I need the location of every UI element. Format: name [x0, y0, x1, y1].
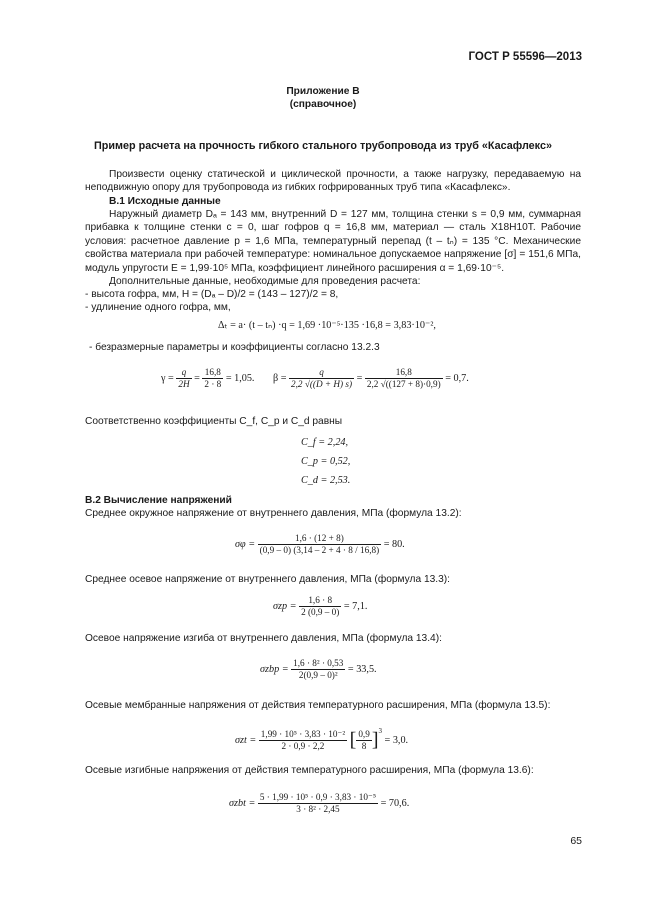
b1-paragraph-2: Дополнительные данные, необходимые для проведения расчета:: [109, 276, 421, 287]
section-title: Пример расчета на прочность гибкого стального трубопровода из труб «Касафлекс»: [94, 140, 552, 152]
f2-fraction: [299, 595, 341, 618]
f3-fraction: [291, 658, 345, 681]
formula-13-5: [235, 727, 408, 752]
f4-power: 3: [378, 727, 382, 735]
f4-result: = 3,0.: [384, 735, 409, 746]
gamma-den-1: 2H: [178, 379, 190, 389]
gamma-den-2: 2 · 8: [204, 379, 222, 389]
beta-result: = 0,7.: [445, 372, 469, 384]
beta-num-1: q: [289, 367, 354, 379]
beta-fraction-1: [289, 367, 354, 390]
coefficient-cd: C_d = 2,53.: [301, 475, 351, 486]
gamma-formula: γ = $\frac{q}{2H}$ = $\frac{16,8}{2 \cdot 8}$ = 1,05.: [161, 367, 255, 389]
formula-13-4: [260, 658, 377, 681]
f3-description: Осевое напряжение изгиба от внутреннего давления, МПа (формула 13.4):: [85, 633, 442, 644]
coefficient-cp: C_p = 0,52,: [301, 456, 351, 467]
f3-den: 2(0,9 – 0)²: [298, 670, 338, 680]
beta-formula: β = $\frac{q}{2,2 √((D + H) s)}$ = $\frac{16,8}{2,2 √((127 + 8)\cdot 0,9)}$ = 0,7.: [273, 367, 469, 389]
beta-fraction-2: [365, 367, 443, 390]
b1-heading: В.1 Исходные данные: [109, 196, 221, 207]
coefficient-cf: C_f = 2,24,: [301, 437, 349, 448]
b1-paragraph-1: Наружный диаметр Dₐ = 143 мм, внутренний D = 127 мм, толщина стенки s = 0,9 мм, суммарная прибавка к толщине стенки c = 0, шаг гофров q = 16,8 мм, материал — сталь Х18Н10Т. Рабочие условия: расчетное давление p = 1,6 МПа, температурный перепад (t – tₙ) = 135 °С. Механические свойства материала при рабочей температуре: номинальное допускаемое напряжение [σ] = 151,6 МПа, модуль упругости E = 1,99·10⁵ МПа, коэффициент линейного расширения α = 1,69·10⁻⁵.: [85, 209, 581, 274]
f4-right-bracket: ]: [371, 729, 379, 752]
gamma-lhs: γ =: [161, 372, 174, 384]
beta-num-2: 16,8: [365, 367, 443, 379]
f5-fraction: [258, 792, 378, 815]
beta-den-1: 2,2 √((D + H) s): [291, 379, 353, 389]
f5-lhs: σzbt =: [229, 797, 256, 809]
f3-num: 1,6 · 8² · 0,53: [293, 658, 344, 668]
b1-item-elongation: - удлинение одного гофра, мм,: [85, 302, 231, 313]
f5-result: = 70,6.: [380, 797, 410, 809]
f4-fraction: [259, 729, 347, 752]
f4-den: 2 · 0,9 · 2,2: [281, 741, 325, 752]
f5-den: 3 · 8² · 2,45: [296, 804, 340, 814]
f1-fraction: [258, 533, 382, 556]
formula-13-6: [229, 792, 409, 815]
f3-lhs: σzbp =: [260, 663, 289, 675]
b1-item-height: - высота гофра, мм, H = (Dₐ – D)/2 = (143 – 127)/2 = 8,: [85, 289, 339, 300]
f1-den: (0,9 – 0) (3,14 – 2 + 4 · 8 / 16,8): [259, 545, 380, 555]
appendix-subtitle: (справочное): [289, 99, 357, 110]
gamma-result: = 1,05.: [225, 372, 255, 384]
f1-description: Среднее окружное напряжение от внутреннего давления, МПа (формула 13.2):: [85, 508, 462, 519]
f4-bracket-den: 8: [361, 741, 367, 752]
f2-description: Среднее осевое напряжение от внутреннего давления, МПа (формула 13.3):: [85, 574, 451, 585]
f4-left-bracket: [: [349, 729, 357, 752]
b2-heading: В.2 Вычисление напряжений: [85, 495, 232, 506]
f3-result: = 33,5.: [347, 663, 377, 675]
gamma-num-2: 16,8: [202, 367, 223, 379]
f4-bracket-fraction: [356, 729, 371, 752]
intro-paragraph: Произвести оценку статической и циклической прочности, а также нагрузку, передаваемую на неподвижную опору для трубопровода из гибких гофрированных труб типа «Касафлекс».: [85, 169, 581, 194]
f5-num: 5 · 1,99 · 10⁵ · 0,9 · 3,83 · 10⁻⁵: [259, 792, 377, 802]
beta-den-2: 2,2 √((127 + 8)·0,9): [366, 379, 441, 389]
delta-formula: Δₜ = a· (t – tₙ) ·q = 1,69 ·10⁻⁵·135 ·16,8 = 3,83·10⁻²,: [218, 320, 436, 331]
document-code: ГОСТ Р 55596—2013: [468, 51, 582, 63]
f2-result: = 7,1.: [343, 600, 368, 612]
coefficients-intro: Соответственно коэффициенты C_f, C_p и C_d равны: [85, 416, 343, 427]
appendix-title: Приложение В: [286, 86, 360, 97]
f4-bracket-num: 0,9: [358, 729, 370, 740]
f5-description: Осевые изгибные напряжения от действия температурного расширения, МПа (формула 13.6):: [85, 765, 534, 776]
f1-num: 1,6 · (12 + 8): [258, 533, 382, 545]
f2-lhs: σzp =: [273, 600, 297, 612]
f4-lhs: σzt =: [235, 735, 257, 746]
beta-lhs: β =: [273, 372, 287, 384]
gamma-num-1: q: [176, 367, 191, 379]
f4-description: Осевые мембранные напряжения от действия температурного расширения, МПа (формула 13.5):: [85, 700, 551, 711]
page-number: 65: [570, 835, 582, 847]
gamma-fraction-2: [202, 367, 223, 390]
f1-lhs: σφ =: [235, 538, 256, 550]
gamma-fraction-1: [176, 367, 191, 390]
b1-item-params: - безразмерные параметры и коэффициенты согласно 13.2.3: [89, 342, 380, 353]
f1-result: = 80.: [383, 538, 405, 550]
formula-13-2: [235, 533, 405, 556]
f2-num: 1,6 · 8: [299, 595, 341, 607]
f2-den: 2 (0,9 – 0): [301, 607, 340, 617]
f4-num: 1,99 · 10⁵ · 3,83 · 10⁻²: [260, 729, 346, 740]
formula-13-3: [273, 595, 367, 618]
